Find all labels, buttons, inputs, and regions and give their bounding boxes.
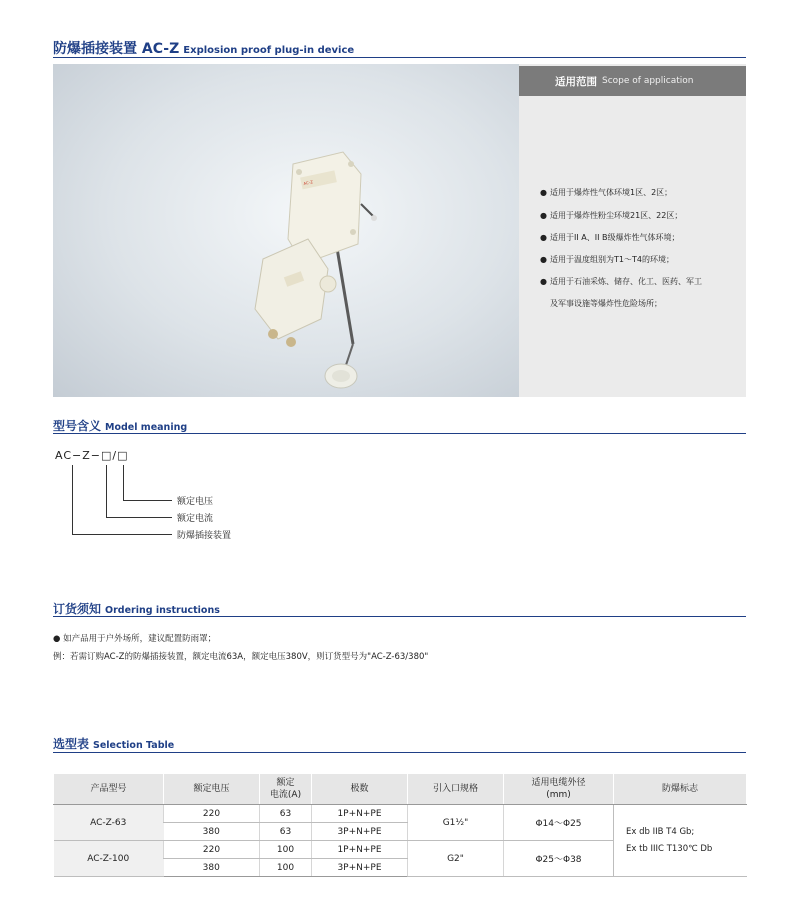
label-rated-current: 额定电流: [177, 514, 214, 524]
ordering-example: 例：若需订购AC-Z的防爆插接装置，额定电流63A，额定电压380V，则订货型号为"AC-Z-63/380": [53, 652, 429, 662]
cell-ex-marking: Ex db IIB T4 Gb; Ex tb IIIC T130℃ Db: [614, 805, 747, 877]
product-photo: [53, 64, 519, 397]
header-entry: 引入口规格: [408, 774, 504, 805]
svg-text:AC-Z: AC-Z: [302, 179, 314, 187]
cell-model: AC-Z-63: [54, 805, 164, 841]
scope-item: ● 适用于温度组别为T1～T4的环境；: [540, 255, 674, 264]
cell-poles: 1P+N+PE: [312, 841, 408, 859]
scope-item-continuation: 及军事设施等爆炸性危险场所；: [550, 299, 662, 308]
label-rated-voltage: 额定电压: [177, 497, 214, 507]
cell-model: AC-Z-100: [54, 841, 164, 877]
cell-voltage: 220: [164, 841, 260, 859]
page-title: 防爆插接装置 AC-Z Explosion proof plug-in device: [53, 41, 355, 57]
model-meaning-divider: [53, 433, 746, 434]
cell-cable: Φ25～Φ38: [504, 841, 614, 877]
table-header-row: [54, 774, 747, 805]
selection-table: [53, 773, 747, 877]
cell-poles: 3P+N+PE: [312, 859, 408, 877]
cell-current: 63: [260, 823, 312, 841]
scope-panel: [519, 64, 746, 397]
label-device-type: 防爆插接装置: [177, 531, 232, 541]
cell-cable: Φ14～Φ25: [504, 805, 614, 841]
header-current: 额定 电流(A): [260, 774, 312, 805]
cell-poles: 3P+N+PE: [312, 823, 408, 841]
cell-entry: G2": [408, 841, 504, 877]
cell-voltage: 380: [164, 859, 260, 877]
scope-header: 适用范围 Scope of application: [519, 66, 746, 96]
table-row: [54, 805, 747, 823]
cell-current: 100: [260, 841, 312, 859]
scope-item: ● 适用于爆炸性粉尘环境21区、22区；: [540, 211, 683, 220]
cell-voltage: 380: [164, 823, 260, 841]
title-divider: [53, 57, 746, 58]
selection-heading: 选型表 Selection Table: [53, 737, 175, 751]
leader-line-device: [72, 465, 172, 535]
plug-device-illustration: [53, 64, 519, 397]
cell-voltage: 220: [164, 805, 260, 823]
header-voltage: 额定电压: [164, 774, 260, 805]
cell-entry: G1½": [408, 805, 504, 841]
ordering-note: ● 如产品用于户外场所，建议配置防雨罩；: [53, 634, 217, 644]
ordering-heading: 订货须知 Ordering instructions: [53, 602, 220, 616]
header-model: 产品型号: [54, 774, 164, 805]
cell-poles: 1P+N+PE: [312, 805, 408, 823]
scope-item: ● 适用于石油采炼、储存、化工、医药、军工: [540, 277, 702, 286]
header-cable: 适用电缆外径 (mm): [504, 774, 614, 805]
selection-divider: [53, 752, 746, 753]
header-ex: 防爆标志: [614, 774, 747, 805]
scope-item: ● 适用于爆炸性气体环境1区、2区；: [540, 188, 673, 197]
header-poles: 极数: [312, 774, 408, 805]
scope-item: ● 适用于II A、II B级爆炸性气体环境；: [540, 233, 680, 242]
ordering-divider: [53, 616, 746, 617]
model-meaning-heading: 型号含义 Model meaning: [53, 419, 188, 433]
cell-current: 63: [260, 805, 312, 823]
model-code: AC−Z−□/□: [55, 449, 129, 462]
cell-current: 100: [260, 859, 312, 877]
